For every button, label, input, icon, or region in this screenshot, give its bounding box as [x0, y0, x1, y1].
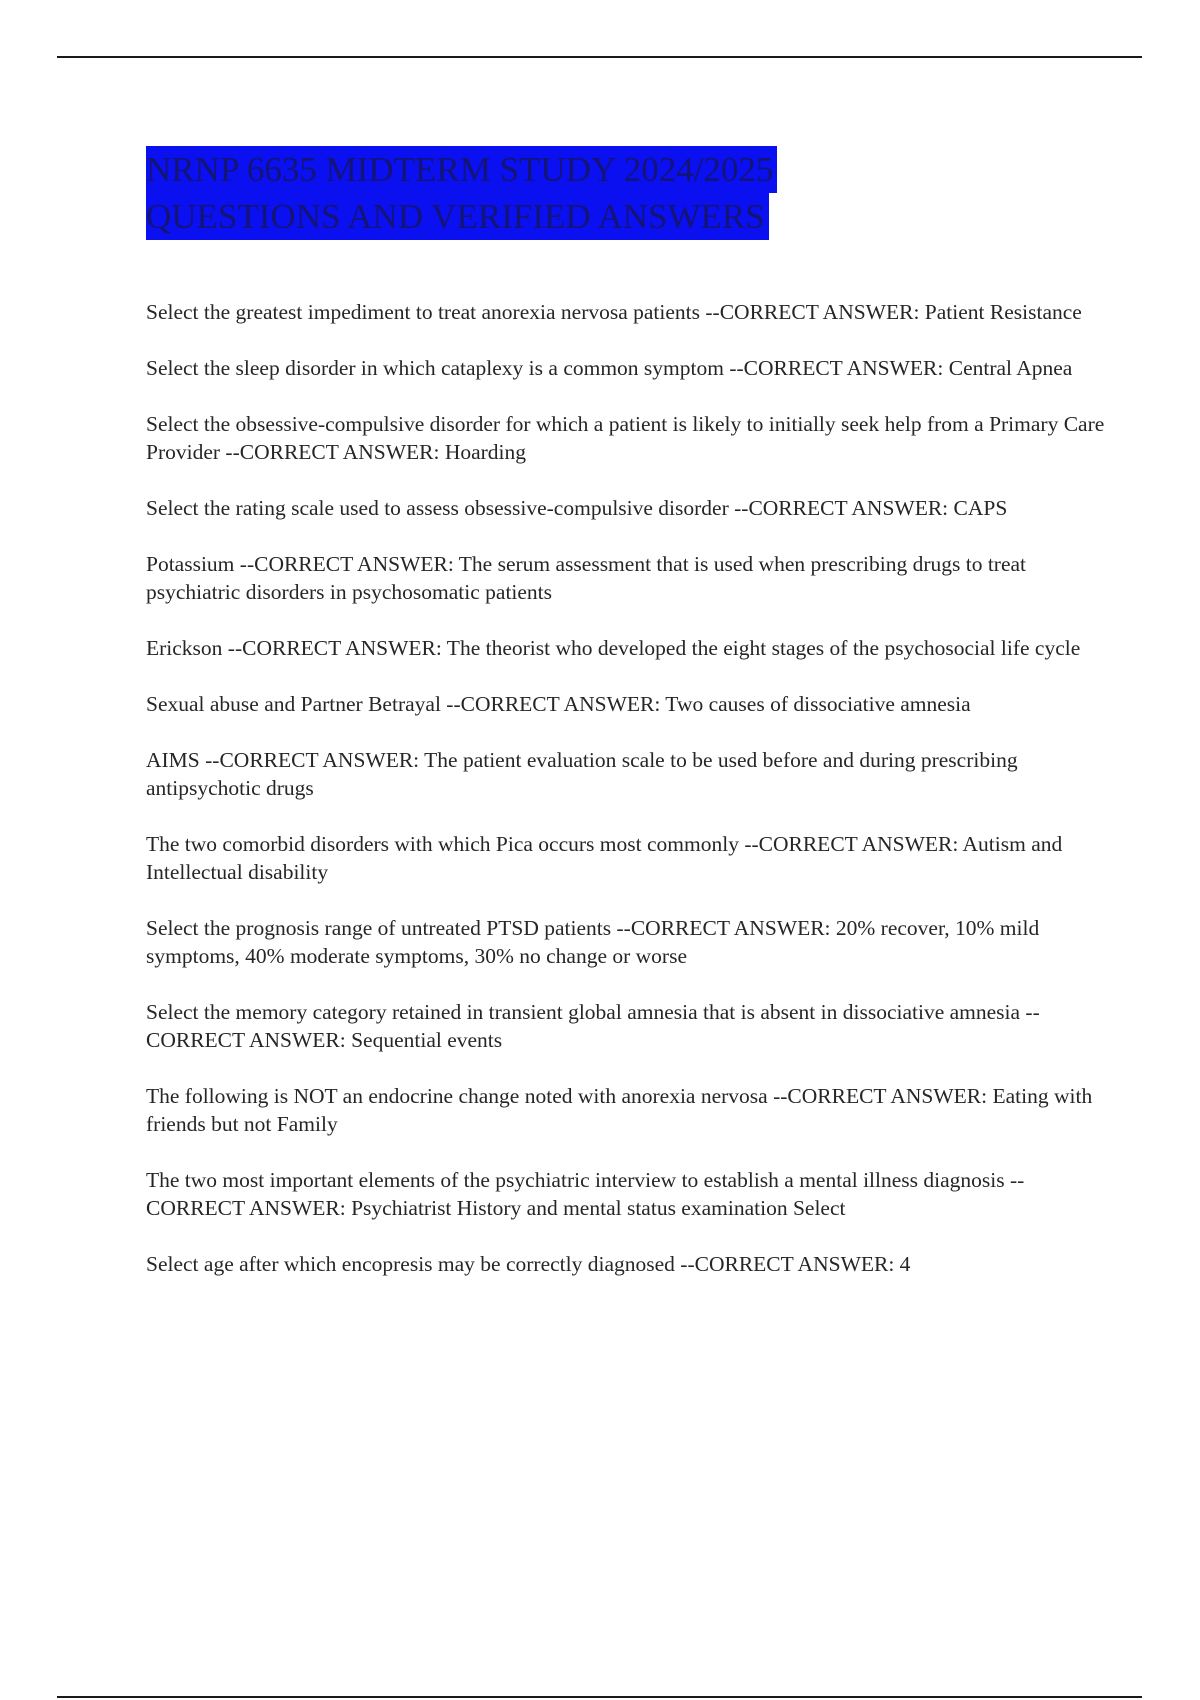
- qa-item: Select the obsessive-compulsive disorder for which a patient is likely to initially seek help from a Primary Care Provider --CORRECT ANSWER: Hoarding: [146, 412, 1105, 464]
- qa-item: Potassium --CORRECT ANSWER: The serum assessment that is used when prescribing drugs to treat psychiatric disorders in psychosomatic patients: [146, 552, 1027, 604]
- footer-rule: [57, 1696, 1142, 1698]
- qa-item: Select the memory category retained in transient global amnesia that is absent in dissociative amnesia --CORRECT ANSWER: Sequential events: [146, 1000, 1040, 1052]
- qa-item: The two most important elements of the psychiatric interview to establish a mental illness diagnosis --CORRECT ANSWER: Psychiatrist History and mental status examination Select: [146, 1168, 1025, 1220]
- qa-item: Erickson --CORRECT ANSWER: The theorist who developed the eight stages of the psychosocial life cycle: [146, 636, 1081, 660]
- qa-item: Select the sleep disorder in which cataplexy is a common symptom --CORRECT ANSWER: Central Apnea: [146, 356, 1073, 380]
- title-line-1: NRNP 6635 MIDTERM STUDY 2024/2025: [146, 146, 777, 193]
- qa-item: The two comorbid disorders with which Pica occurs most commonly --CORRECT ANSWER: Autism and Intellectual disability: [146, 832, 1063, 884]
- qa-item: AIMS --CORRECT ANSWER: The patient evaluation scale to be used before and during prescribing antipsychotic drugs: [146, 748, 1018, 800]
- qa-item: Sexual abuse and Partner Betrayal --CORRECT ANSWER: Two causes of dissociative amnesia: [146, 692, 971, 716]
- document-body: [146, 146, 1106, 1306]
- qa-item: Select the greatest impediment to treat anorexia nervosa patients --CORRECT ANSWER: Patient Resistance: [146, 300, 1082, 324]
- qa-item: Select age after which encopresis may be correctly diagnosed --CORRECT ANSWER: 4: [146, 1252, 911, 1276]
- title-line-2: QUESTIONS AND VERIFIED ANSWERS: [146, 193, 769, 240]
- qa-item: The following is NOT an endocrine change noted with anorexia nervosa --CORRECT ANSWER: Eating with friends but not Family: [146, 1084, 1093, 1136]
- header-rule: [57, 56, 1142, 58]
- qa-item: Select the prognosis range of untreated PTSD patients --CORRECT ANSWER: 20% recover, 10% mild symptoms, 40% moderate symptoms, 30% no change or worse: [146, 916, 1040, 968]
- qa-item: Select the rating scale used to assess obsessive-compulsive disorder --CORRECT ANSWER: CAPS: [146, 496, 1008, 520]
- document-title: [146, 146, 886, 240]
